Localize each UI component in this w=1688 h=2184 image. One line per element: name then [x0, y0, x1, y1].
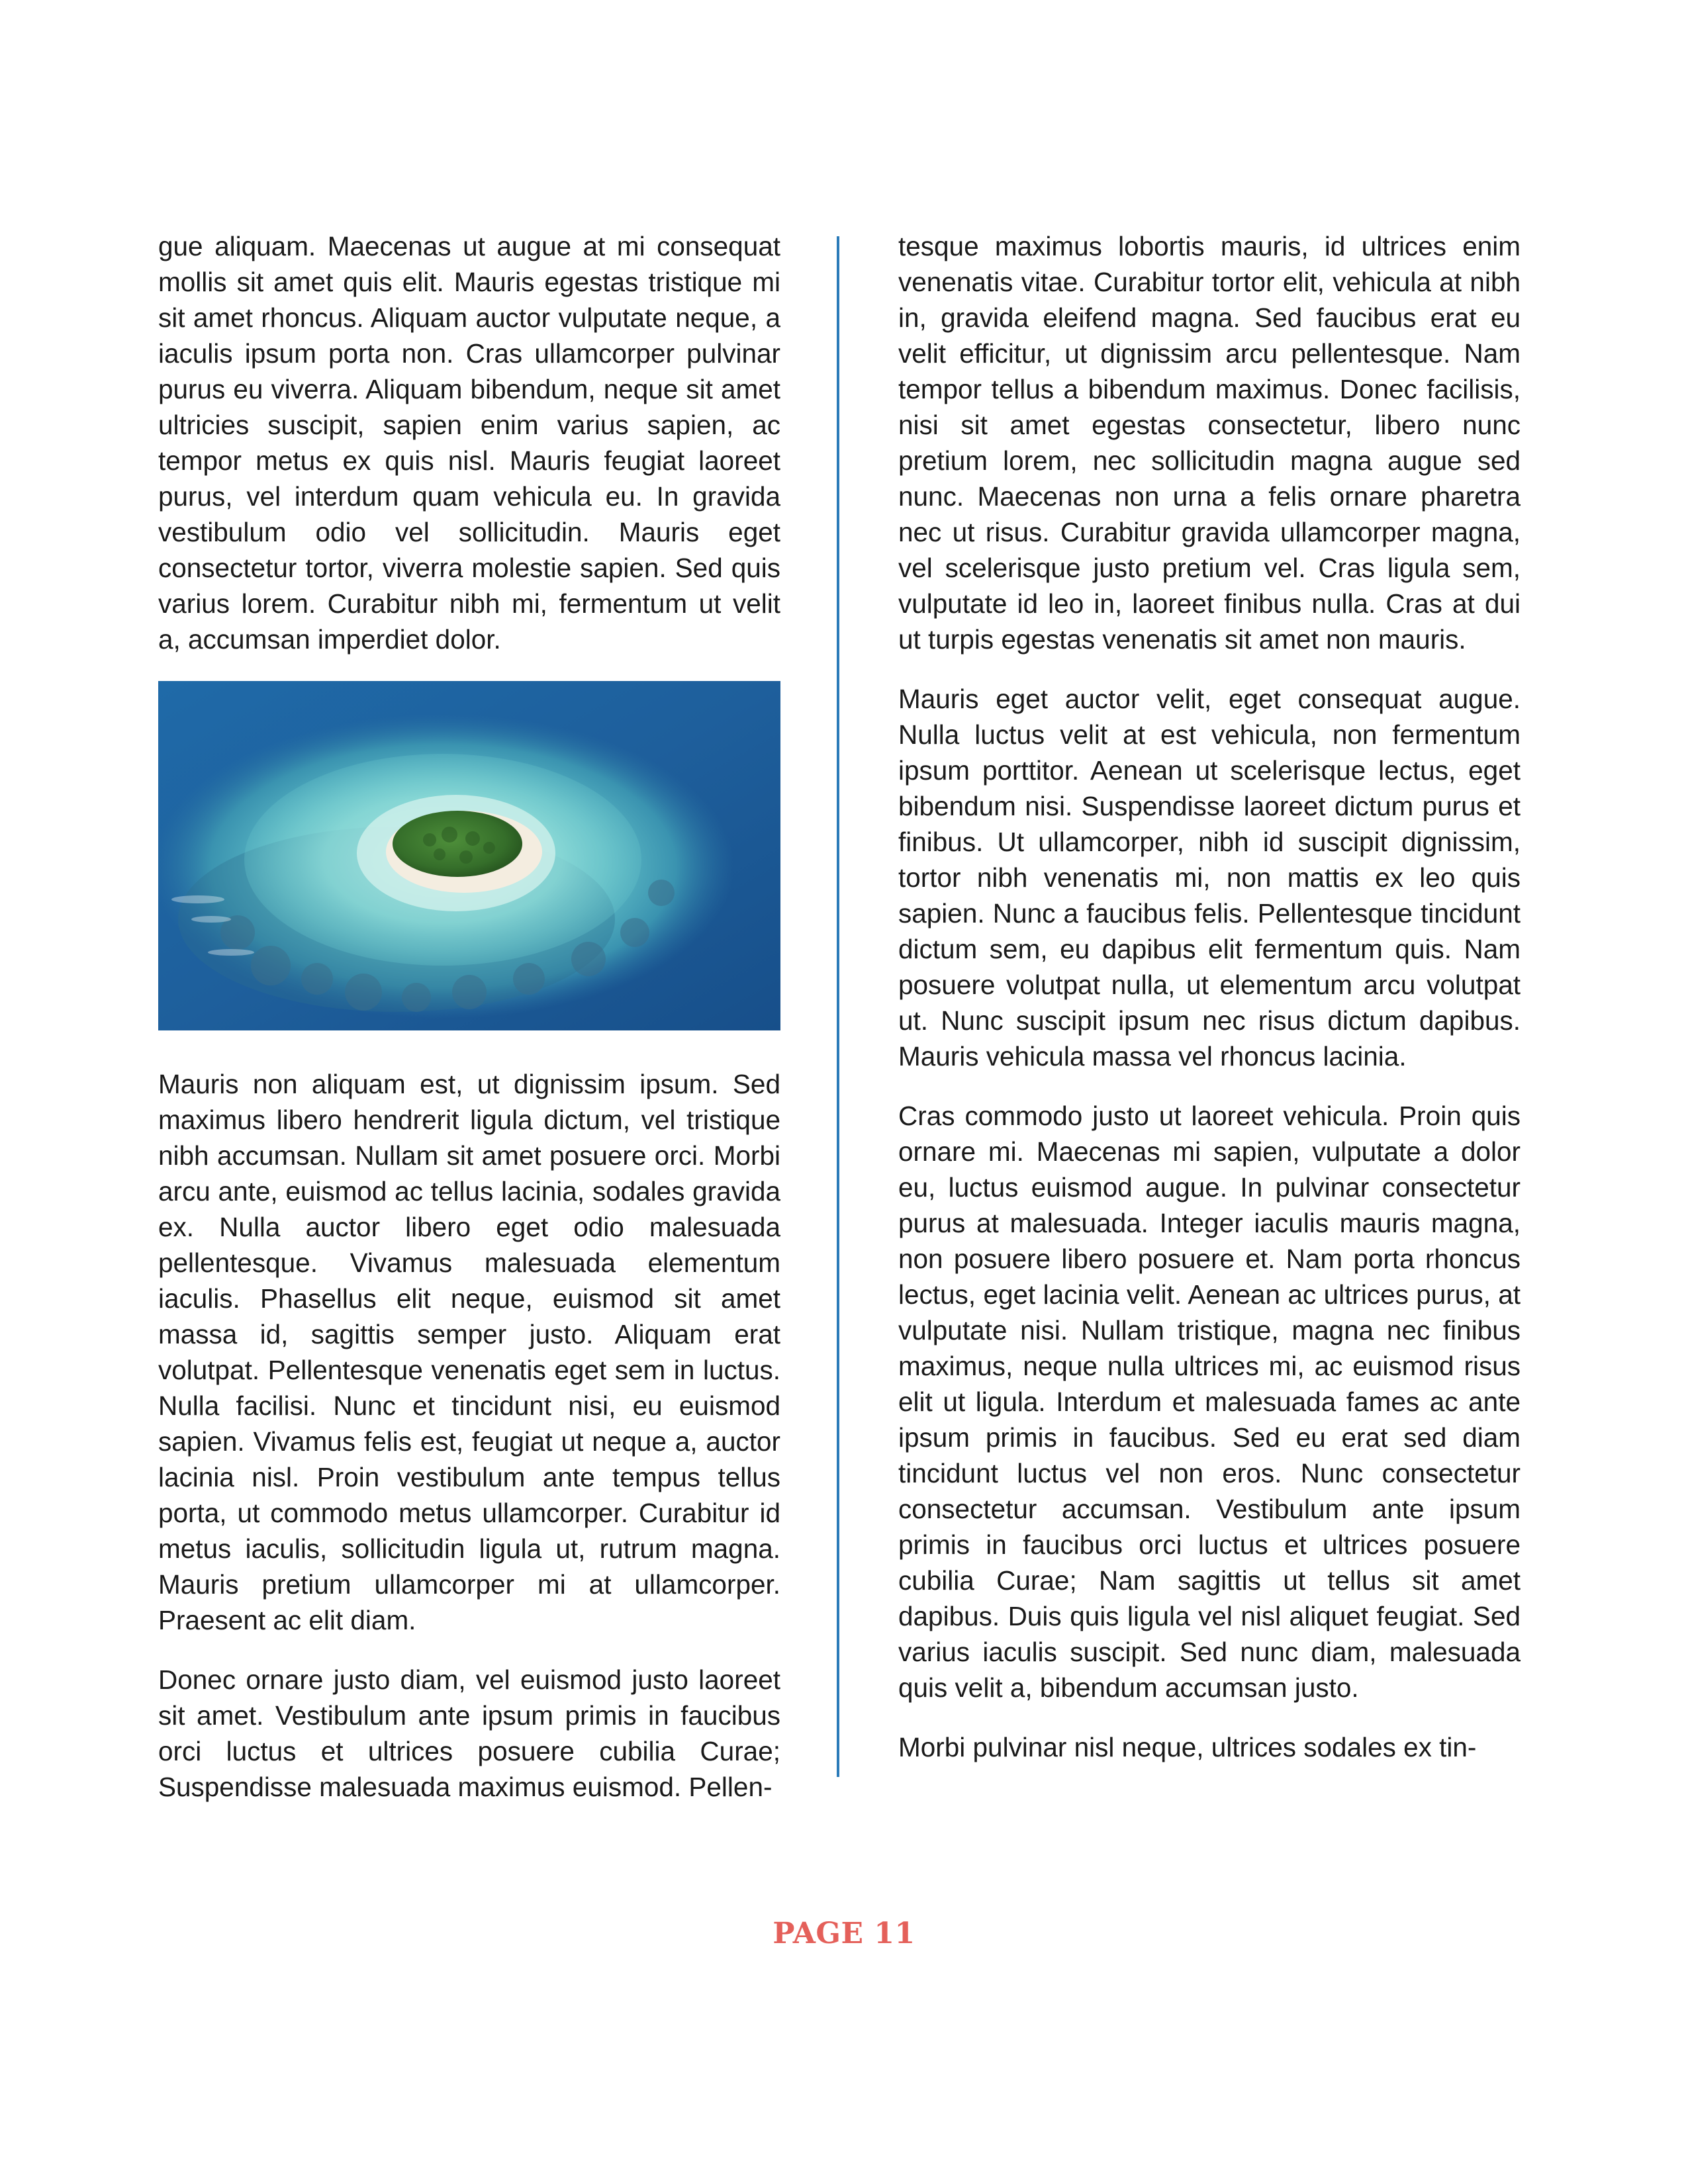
- paragraph: Mauris eget auctor velit, eget consequat augue. Nulla luctus velit at est vehicula, non fermentum ipsum porttitor. Aenean ut scelerisque lectus, eget bibendum nisi. Suspendisse laoreet dictum purus et finibus. Ut ullamcorper, nibh id suscipit dignissim, tortor nibh venenatis mi, non mattis ex leo quis sapien. Nunc a faucibus felis. Pellentesque tincidunt dictum sem, eu dapibus elit fermentum quis. Nam posuere volutpat nulla, ut elementum arcu volutpat ut. Nunc suscipit ipsum nec risus dictum dapibus. Mauris vehicula massa vel rhoncus lacinia.: [898, 684, 1521, 1071]
- paragraph: Cras commodo justo ut laoreet vehicula. Proin quis ornare mi. Maecenas mi sapien, vulputate a dolor eu, luctus euismod augue. In pulvinar consectetur purus at malesuada. Integer iaculis mauris magna, non posuere libero posuere et. Nam porta rhoncus lectus, eget lacinia velit. Aenean ac ultrices purus, at vulputate nisi. Nullam tristique, magna nec finibus maximus, neque nulla ultrices mi, ac euismod risus elit ut ligula. Interdum et malesuada fames ac ante ipsum primis in faucibus. Sed eu erat sed diam tincidunt luctus vel non eros. Nunc consectetur consectetur accumsan. Vestibulum ante ipsum primis in faucibus orci luctus et ultrices posuere cubilia Curae; Nam sagittis ut tellus sit amet dapibus. Duis quis ligula vel nisl aliquet feugiat. Sed varius iaculis suscipit. Sed nunc diam, malesuada quis velit a, bibendum accumsan justo.: [898, 1101, 1521, 1703]
- column-divider: [837, 236, 839, 1777]
- paragraph: tesque maximus lobortis mauris, id ultrices enim venenatis vitae. Curabitur tortor elit, vehicula at nibh in, gravida eleifend magna. Sed faucibus erat eu velit efficitur, ut dignissim arcu pellentesque. Nam tempor tellus a bibendum maximus. Donec facilisis, nisi sit amet egestas consectetur, libero nunc pretium lorem, nec sollicitudin magna augue sed nunc. Maecenas non urna a felis ornare pharetra nec ut risus. Curabitur gravida ullamcorper magna, vel scelerisque justo pretium vel. Cras ligula sem, vulputate id leo in, laoreet finibus nulla. Cras at dui ut turpis egestas venenatis sit amet non mauris.: [898, 231, 1521, 655]
- right-column: [898, 228, 1521, 1789]
- paragraph: Morbi pulvinar nisl neque, ultrices sodales ex tin-: [898, 1732, 1477, 1762]
- paragraph: Mauris non aliquam est, ut dignissim ipsum. Sed maximus libero hendrerit ligula dictum, vel tristique nibh accumsan. Nullam sit amet posuere orci. Morbi arcu ante, euismod ac tellus lacinia, sodales gravida ex. Nulla auctor libero eget odio malesuada pellentesque. Vivamus malesuada elementum iaculis. Phasellus elit neque, euismod sit amet massa id, sagittis semper justo. Aliquam erat volutpat. Pellentesque venenatis eget sem in luctus. Nulla facilisi. Nunc et tincidunt nisi, eu euismod sapien. Vivamus felis est, feugiat ut neque a, auctor lacinia nisl. Proin vestibulum ante tempus tellus porta, ut commodo metus ullamcorper. Curabitur id metus iaculis, sollicitudin ligula ut, rutrum magna. Mauris pretium ullamcorper mi at ullamcorper. Praesent ac elit diam.: [158, 1069, 780, 1635]
- paragraph: gue aliquam. Maecenas ut augue at mi consequat mollis sit amet quis elit. Mauris egestas tristique mi sit amet rhoncus. Aliquam auctor vulputate neque, a iaculis ipsum porta non. Cras ullamcorper pulvinar purus eu viverra. Aliquam bibendum, neque sit amet ultricies suscipit, sapien enim varius sapien, ac tempor metus ex quis nisl. Mauris feugiat laoreet purus, vel interdum quam vehicula eu. In gravida vestibulum odio vel sollicitudin. Mauris eget consectetur tortor, viverra molestie sapien. Sed quis varius lorem. Curabitur nibh mi, fermentum ut velit a, accumsan imperdiet dolor.: [158, 231, 780, 655]
- paragraph: Donec ornare justo diam, vel euismod justo laoreet sit amet. Vestibulum ante ipsum primis in faucibus orci luctus et ultrices posuere cubilia Curae; Suspendisse malesuada maximus euismod. Pellen-: [158, 1664, 780, 1802]
- left-column: [158, 228, 780, 1829]
- page-number: PAGE 11: [773, 1917, 915, 1950]
- island-aerial-photo: [158, 681, 780, 1030]
